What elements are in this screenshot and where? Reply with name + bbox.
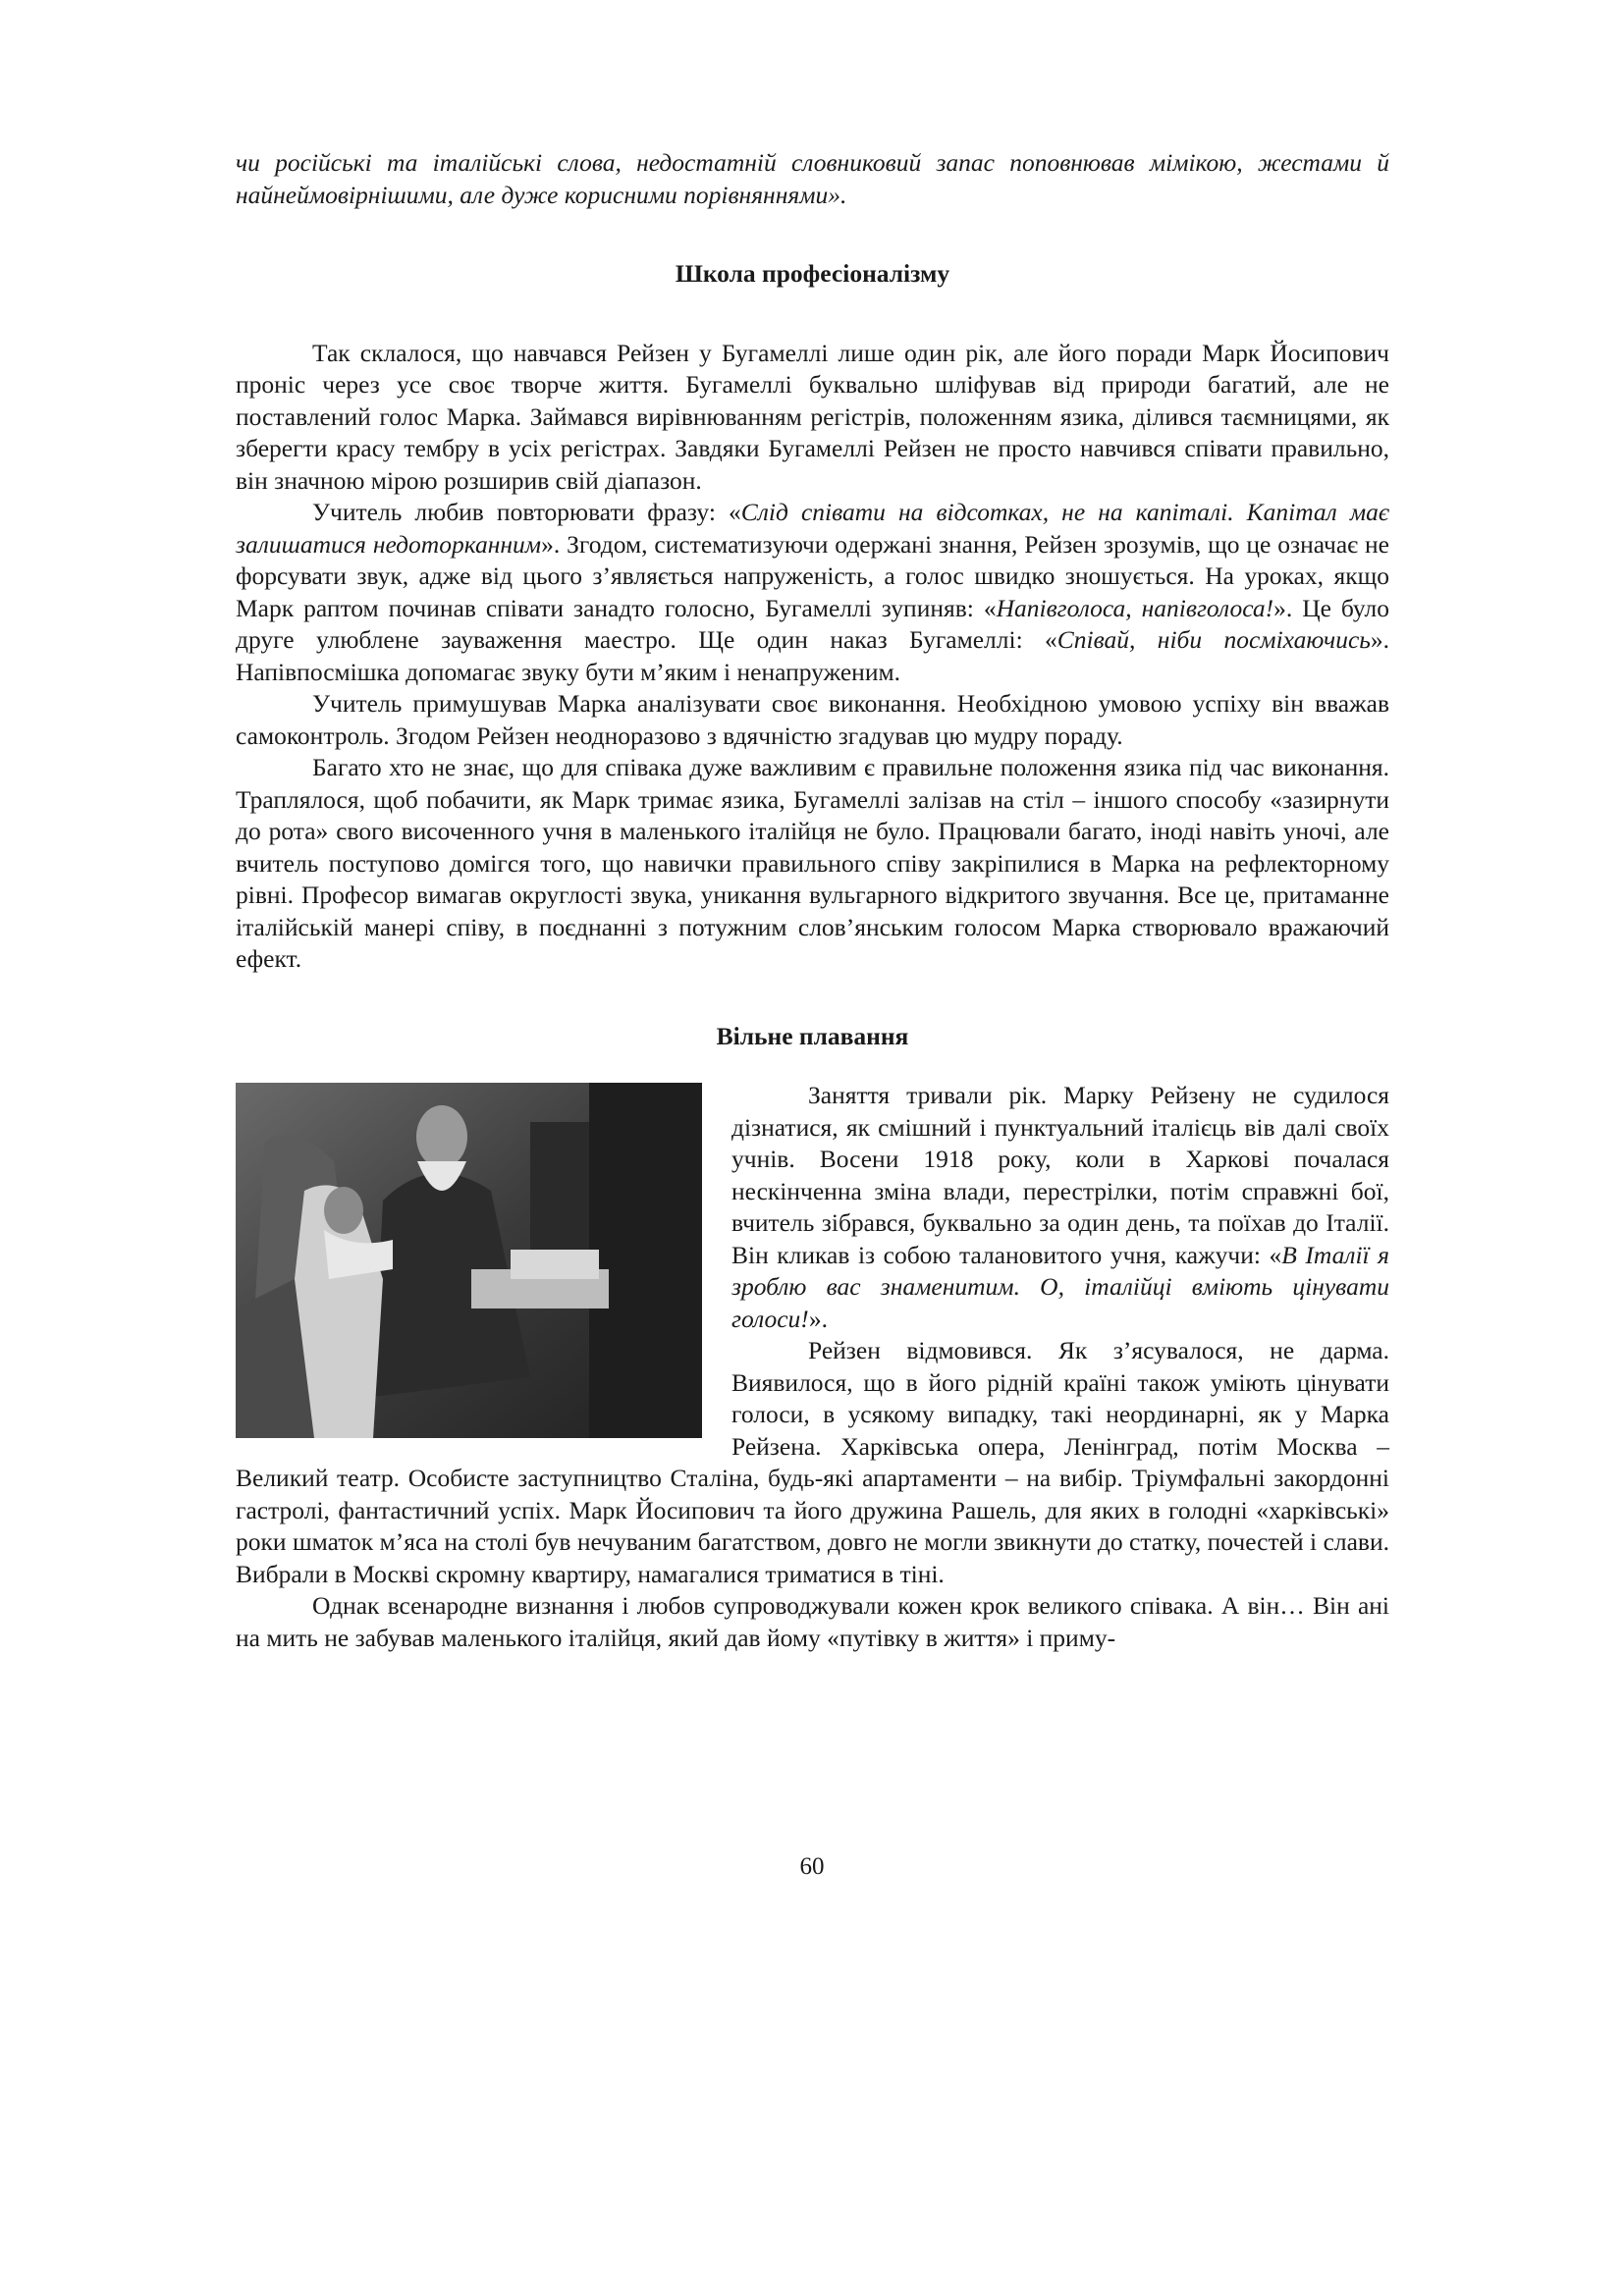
paragraph: Учитель примушував Марка аналізувати своє виконання. Необхідною умовою успіху він вважав самоконтроль. Згодом Рейзен неодноразово з вдячністю згадував цю мудру пораду. — [236, 689, 1389, 750]
page-content — [236, 147, 1389, 1654]
text-run: Учитель любив повторювати фразу: « — [312, 498, 741, 526]
paragraph — [236, 497, 1389, 688]
text-run: ». Це було друге улюблене зауваження маестро. Ще один наказ Бугамеллі: « — [236, 593, 1389, 654]
text-run: ». Напівпосмішка допомагає звуку бути м’яким і ненапруженим. — [236, 625, 1389, 686]
section-title-free: Вільне плавання — [716, 1021, 909, 1050]
paragraph: Багато хто не знає, що для співака дуже важливим є правильне положення язика під час виконання. Траплялося, щоб побачити, як Марк тримає язика, Бугамеллі залізав на стіл – іншого способу «зазирнути до рота» свого височенного учня в маленького італійця не було. Працювали багато, іноді навіть уночі, але вчитель поступово домігся того, що навички правильного співу закріпилися в Марка на рефлекторному рівні. Професор вимагав округлості звука, уникання вульгарного відкритого звучання. Все це, притаманне італійській манері співу, в поєднанні з потужним слов’янським голосом Марка створювало вражаючий ефект. — [236, 753, 1389, 973]
photo-opera-scene — [236, 1083, 702, 1438]
paragraph: Рейзен відмовився. Як з’ясувалося, не дарма. Виявилося, що в його рідній країні також уміють цінувати голоси, в усякому випадку, такі неординарні, як у Марка Рейзена. Харківська опера, Ленінград, потім Москва – Великий театр. Особисте заступництво Сталіна, будь-які апартаменти – на вибір. Тріумфальні закордонні гастролі, фантастичний успіх. Марк Йосипович та його дружина Рашель, для яких в голодні «харківські» роки шматок м’яса на столі був нечуваним багатством, довго не могли звикнути до статку, почестей і слави. Вибрали в Москві скромну квартиру, намагалися триматися в тіні. — [236, 1336, 1389, 1588]
text-run: Заняття тривали рік. Марку Рейзену не судилося дізнатися, як смішний і пунктуальний італієць вів далі своїх учнів. Восени 1918 року, коли в Харкові почалася нескінченна зміна влади, перестрілки, потім справжні бої, вчитель зібрався, буквально за один день, та поїхав до Італії. Він кликав із собою талановитого учня, кажучи: « — [731, 1081, 1389, 1269]
quote: Напівголоса, напівголоса! — [996, 593, 1274, 622]
section-title-school: Школа професіоналізму — [675, 259, 950, 288]
page-number: 60 — [799, 1853, 825, 1880]
paragraph: Однак всенародне визнання і любов супроводжували кожен крок великого співака. А він… Він ані на мить не забував маленького італійця, який дав йому «путівку в життя» і приму- — [236, 1591, 1389, 1652]
paragraph: Так склалося, що навчався Рейзен у Бугамеллі лише один рік, але його поради Марк Йосипович проніс через усе своє творче життя. Бугамеллі буквально шліфував від природи багатий, але не поставлений голос Марка. Займався вирівнюванням регістрів, положенням язика, ділився таємницями, як зберегти красу тембру в усіх регістрах. Завдяки Бугамеллі Рейзен не просто навчився співати правильно, він значною мірою розширив свій діапазон. — [236, 338, 1389, 495]
text-run: ». — [808, 1304, 828, 1333]
quote: Співай, ніби посміхаючись — [1056, 625, 1371, 654]
intro-paragraph: чи російські та італійські слова, недостатній словниковий запас поповнював мімікою, жестами й найнеймовірнішими, але дуже корисними порівняннями». — [236, 148, 1389, 209]
quote: В Італії я зроблю вас знаменитим. О, італійці вміють цінувати голоси! — [731, 1240, 1390, 1333]
quote: Слід співати на відсотках, не на капіталі. Капітал має залишатися недоторканним — [236, 498, 1390, 559]
text-run: ». Згодом, систематизуючи одержані знання, Рейзен зрозумів, що це означає не форсувати звук, адже від цього з’являється напруженість, а голос швидко зношується. На уроках, якщо Марк раптом починав співати занадто голосно, Бугамеллі зупиняв: « — [236, 529, 1390, 622]
